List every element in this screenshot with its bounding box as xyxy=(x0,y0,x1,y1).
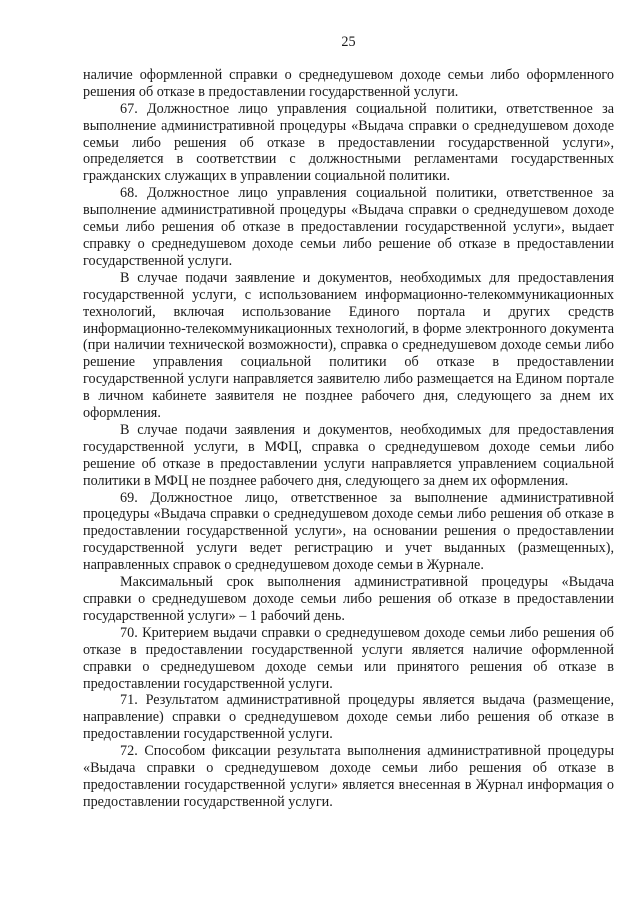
paragraph-72: 72. Способом фиксации результата выполнения административной процедуры «Выдача справки о среднедушевом доходе семьи либо решения об отказе в предоставлении государственной услуги» является внесенная в Журнал информация о предоставлении государственной услуги. xyxy=(83,743,614,810)
paragraph-mfc-submission: В случае подачи заявления и документов, необходимых для предоставления государственной услуги, в МФЦ, справка о среднедушевом доходе семьи либо решение об отказе в предоставлении услуги направляется управлением социальной политики в МФЦ не позднее рабочего дня, следующего за днем их оформления. xyxy=(83,421,614,489)
paragraph-70: 70. Критерием выдачи справки о среднедушевом доходе семьи либо решения об отказе в предоставлении государственной услуги является наличие оформленной справки о среднедушевом доходе семьи или принятого решения об отказе в предоставлении государственной услуги. xyxy=(83,624,614,692)
paragraph-continuation: наличие оформленной справки о среднедушевом доходе семьи либо оформленного решения об отказе в предоставлении государственной услуги. xyxy=(83,66,614,100)
paragraph-max-term: Максимальный срок выполнения административной процедуры «Выдача справки о среднедушевом доходе семьи либо решения об отказе в предоставлении государственной услуги» – 1 рабочий день. xyxy=(83,574,614,624)
paragraph-68: 68. Должностное лицо управления социальной политики, ответственное за выполнение административной процедуры «Выдача справки о среднедушевом доходе семьи либо решения об отказе в предоставлении государственной услуги», выдает справку о среднедушевом доходе семьи либо решение об отказе в предоставлении государственной услуги. xyxy=(83,185,614,269)
page-number: 25 xyxy=(341,34,356,50)
paragraph-69: 69. Должностное лицо, ответственное за выполнение административной процедуры «Выдача справки о среднедушевом доходе семьи либо решения об отказе в предоставлении государственной услуги», на основании решения о предоставлении государственной услуги ведет регистрацию и учет выданных (размещенных), направленных справок о среднедушевом доходе семьи в Журнале. xyxy=(83,489,614,574)
paragraph-electronic-submission: В случае подачи заявление и документов, необходимых для предоставления государственной услуги, с использованием информационно-телекоммуникационных технологий, включая использование Единого портала и других средств информационно-телекоммуникационных технологий, в форме электронного документа (при наличии технической возможности), справка о среднедушевом доходе семьи либо решение управления социальной политики об отказе в предоставлении государственной услуги направляется заявителю либо размещается на Едином портале в личном кабинете заявителя не позднее рабочего дня, следующего за днем их оформления. xyxy=(83,269,614,422)
paragraph-71: 71. Результатом административной процедуры является выдача (размещение, направление) справки о среднедушевом доходе семьи либо решения об отказе в предоставлении государственной услуги. xyxy=(83,692,614,743)
paragraph-67: 67. Должностное лицо управления социальной политики, ответственное за выполнение административной процедуры «Выдача справки о среднедушевом доходе семьи либо решения об отказе в предоставлении государственной услуги», определяется в соответствии с должностными регламентами государственных гражданских служащих в управлении социальной политики. xyxy=(83,100,614,185)
document-body xyxy=(83,67,614,811)
